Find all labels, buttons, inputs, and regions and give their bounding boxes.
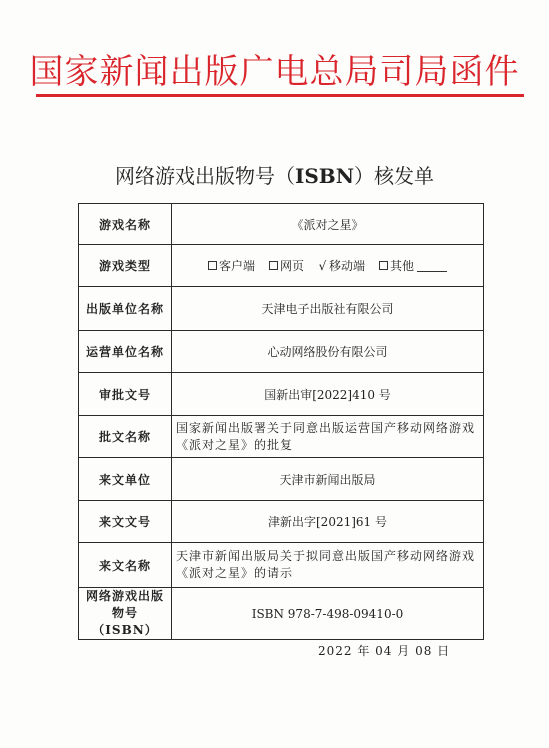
approval-form-table <box>78 203 484 640</box>
row-source-unit <box>79 458 484 501</box>
source-no-label: 来文文号 <box>79 501 172 543</box>
row-game-name <box>79 204 484 245</box>
option-web <box>269 257 304 274</box>
letterhead-rule <box>36 94 524 97</box>
option-other <box>379 257 447 274</box>
approval-no-label: 审批文号 <box>79 373 172 416</box>
game-type-value <box>172 245 484 287</box>
row-game-type <box>79 245 484 287</box>
checkmark-icon: √ <box>318 258 327 273</box>
option-web-label: 网页 <box>279 259 304 273</box>
row-publisher <box>79 287 484 331</box>
isbn-label-line2: 物号（ISBN） <box>92 606 158 637</box>
approval-title-label: 批文名称 <box>79 416 172 458</box>
game-type-label: 游戏类型 <box>79 245 172 287</box>
document-title-isbn: ISBN <box>295 164 354 188</box>
option-mobile-label: 移动端 <box>329 259 366 273</box>
document-title <box>0 160 549 189</box>
game-type-options <box>176 257 479 274</box>
row-source-title <box>79 543 484 588</box>
row-operator <box>79 331 484 373</box>
source-unit-label: 来文单位 <box>79 458 172 501</box>
fill-in-blank <box>417 260 447 272</box>
checkbox-empty-icon <box>208 261 217 270</box>
publisher-value: 天津电子出版社有限公司 <box>172 287 484 331</box>
row-approval-title <box>79 416 484 458</box>
row-source-no <box>79 501 484 543</box>
operator-value: 心动网络股份有限公司 <box>172 331 484 373</box>
row-approval-no <box>79 373 484 416</box>
option-client <box>208 257 255 274</box>
game-name-label: 游戏名称 <box>79 204 172 245</box>
operator-label: 运营单位名称 <box>79 331 172 373</box>
letterhead-title: 国家新闻出版广电总局司局函件 <box>29 52 520 92</box>
approval-title-value: 国家新闻出版署关于同意出版运营国产移动网络游戏《派对之星》的批复 <box>172 416 484 458</box>
source-title-label: 来文名称 <box>79 543 172 588</box>
game-name-value: 《派对之星》 <box>172 204 484 245</box>
option-client-label: 客户端 <box>218 259 255 273</box>
approval-no-value: 国新出审[2022]410 号 <box>172 373 484 416</box>
document-title-suffix: ）核发单 <box>353 164 434 188</box>
isbn-label <box>79 588 172 640</box>
checkbox-empty-icon <box>379 261 388 270</box>
isbn-value: ISBN 978-7-498-09410-0 <box>172 588 484 640</box>
option-mobile <box>318 257 365 274</box>
source-unit-value: 天津市新闻出版局 <box>172 458 484 501</box>
document-title-prefix: 网络游戏出版物号（ <box>115 164 295 188</box>
row-isbn <box>79 588 484 640</box>
checkbox-empty-icon <box>269 261 278 270</box>
source-no-value: 津新出字[2021]61 号 <box>172 501 484 543</box>
issue-date: 2022 年 04 月 08 日 <box>318 644 451 658</box>
source-title-value: 天津市新闻出版局关于拟同意出版国产移动网络游戏《派对之星》的请示 <box>172 543 484 588</box>
publisher-label: 出版单位名称 <box>79 287 172 331</box>
option-other-label: 其他 <box>390 259 415 273</box>
isbn-label-line1: 网络游戏出版 <box>85 589 164 603</box>
